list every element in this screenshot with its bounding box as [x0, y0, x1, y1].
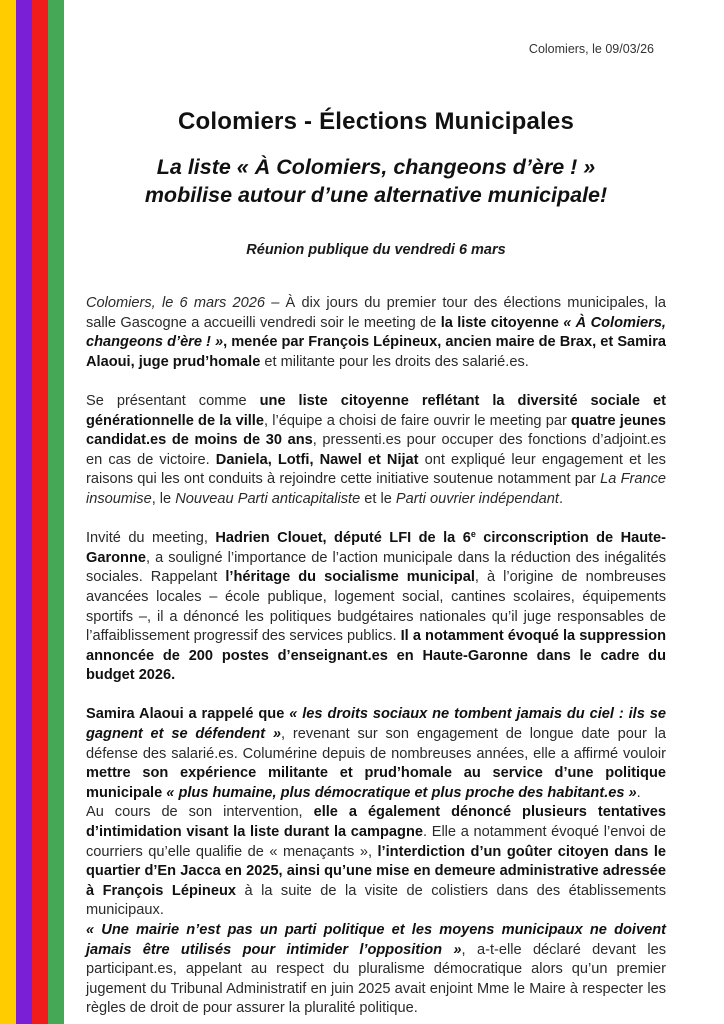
text-bold: quatre jeunes candidat.es de moins de 30 ans	[86, 412, 667, 449]
party-name: La France insoumise	[86, 471, 666, 507]
text: et militante pour les droits des salarié.es.	[260, 353, 529, 370]
date-line: Colomiers, le 09/03/26	[528, 42, 654, 56]
text: .	[558, 490, 564, 507]
paragraph-intro	[86, 294, 666, 372]
text: , à l’origine de nombreuses avancées locales – école publique, logement social, cantines scolaires, équipements sportifs –, il a dénoncé les politiques budgétaires nationales qu’il juge responsables de l’affaiblissement progressif des services publics.	[86, 569, 666, 645]
paragraph-candidates	[86, 392, 666, 510]
text: , l’équipe a choisi de faire ouvrir le meeting par	[263, 412, 571, 429]
text-bold: elle a également dénoncé plusieurs tentatives d’intimidation visant la liste durant la campagne	[86, 804, 667, 841]
text-bold: l’héritage du socialisme municipal	[225, 569, 475, 586]
paragraph-guest	[86, 529, 666, 686]
party-name: Parti ouvrier indépendant	[395, 490, 559, 507]
text-bold: mettre son expérience militante et prud’homale au service d’une politique municipale	[86, 765, 666, 801]
stripe-red	[32, 0, 48, 1024]
text-bold: Samira Alaoui a rappelé que	[86, 706, 290, 723]
text: ont expliqué leur engagement et les raisons qui les ont conduits à rejoindre cette initiative soutenue notamment par	[86, 451, 666, 488]
event-heading: Réunion publique du vendredi 6 mars	[246, 242, 506, 258]
party-name: Nouveau Parti anticapitaliste	[175, 490, 361, 507]
quote: « les droits sociaux ne tombent jamais du ciel : ils se gagnent et se défendent »	[86, 706, 666, 743]
text: . Elle a notamment évoqué l’envoi de courriers qu’elle qualifie de « menaçants »,	[86, 824, 666, 860]
text-bold: l’interdiction d’un goûter citoyen dans le quartier d’En Jacca en 2025, ainsi qu’une mise en demeure administrative adressée à François Lépineux	[86, 843, 666, 899]
document-subtitle	[86, 153, 666, 209]
text: – À dix jours du premier tour des élections municipales, la salle Gascogne a accueilli vendredi soir le meeting de	[86, 295, 666, 331]
text: , pressenti.es pour occuper des fonctions d’adjoint.es en cas de victoire.	[86, 432, 666, 468]
text: à la suite de la visite de colistiers dans des établissements municipaux.	[86, 882, 666, 919]
dateline: Colomiers, le 6 mars 2026	[86, 295, 265, 311]
paragraph-samira	[86, 705, 666, 803]
text-bold: Hadrien Clouet, député LFI de la 6	[215, 530, 471, 547]
subtitle-line-2: mobilise autour d’une alternative municipale!	[144, 183, 608, 207]
text: et le	[360, 490, 396, 507]
paragraph-quote	[86, 921, 666, 1019]
stripe-purple	[16, 0, 32, 1024]
text: , revenant sur son engagement de longue date pour la défense des salarié.es. Columérine depuis de nombreuses années, elle a affirmé vouloir	[86, 726, 666, 762]
stripe-yellow	[0, 0, 16, 1024]
article-body	[86, 294, 666, 1019]
list-name: « À Colomiers, changeons d’ère ! »	[86, 314, 666, 351]
text-bold: Daniela, Lotfi, Nawel et Nijat	[215, 451, 419, 468]
text-bold: , menée par François Lépineux, ancien maire de Brax, et Samira Alaoui, juge prud’homale	[86, 334, 666, 370]
text: .	[636, 784, 641, 801]
text: Invité du meeting,	[86, 530, 216, 547]
text: Au cours de son intervention,	[86, 804, 314, 821]
text-bold: Il a notamment évoqué la suppression annoncée de 200 postes d’enseignant.es en Haute-Garonne dans le cadre du budget 2026.	[86, 628, 666, 684]
text-bold: circonscription de Haute-Garonne	[86, 530, 666, 566]
text: , a-t-elle déclaré devant les participant.es, appelant au respect du pluralisme démocratique alors qu’un premier jugement du Tribunal Administratif en juin 2025 avait enjoint Mme le Maire à respecter les règles de droit de pour assurer la pluralité politique.	[86, 941, 667, 1017]
text: , le	[151, 490, 176, 507]
quote: « Une mairie n’est pas un parti politique et les moyens municipaux ne doivent jamais être utilisés pour intimider l’opposition »	[86, 922, 666, 958]
paragraph-intimidation	[86, 803, 666, 921]
stripe-green	[48, 0, 64, 1024]
quote: « plus humaine, plus démocratique et plus proche des habitant.es »	[166, 784, 637, 801]
document-title: Colomiers - Élections Municipales	[177, 108, 575, 135]
superscript: e	[470, 529, 476, 540]
text-bold: une liste citoyenne reflétant la diversité sociale et générationnelle de la ville	[86, 392, 666, 429]
text-bold: la liste citoyenne	[440, 314, 564, 331]
text: Se présentant comme	[86, 392, 260, 409]
text: , a souligné l’importance de l’action municipale dans la réduction des inégalités sociales. Rappelant	[86, 549, 666, 586]
subtitle-line-1: La liste « À Colomiers, changeons d’ère ! »	[156, 155, 596, 179]
color-stripes	[0, 0, 64, 1024]
